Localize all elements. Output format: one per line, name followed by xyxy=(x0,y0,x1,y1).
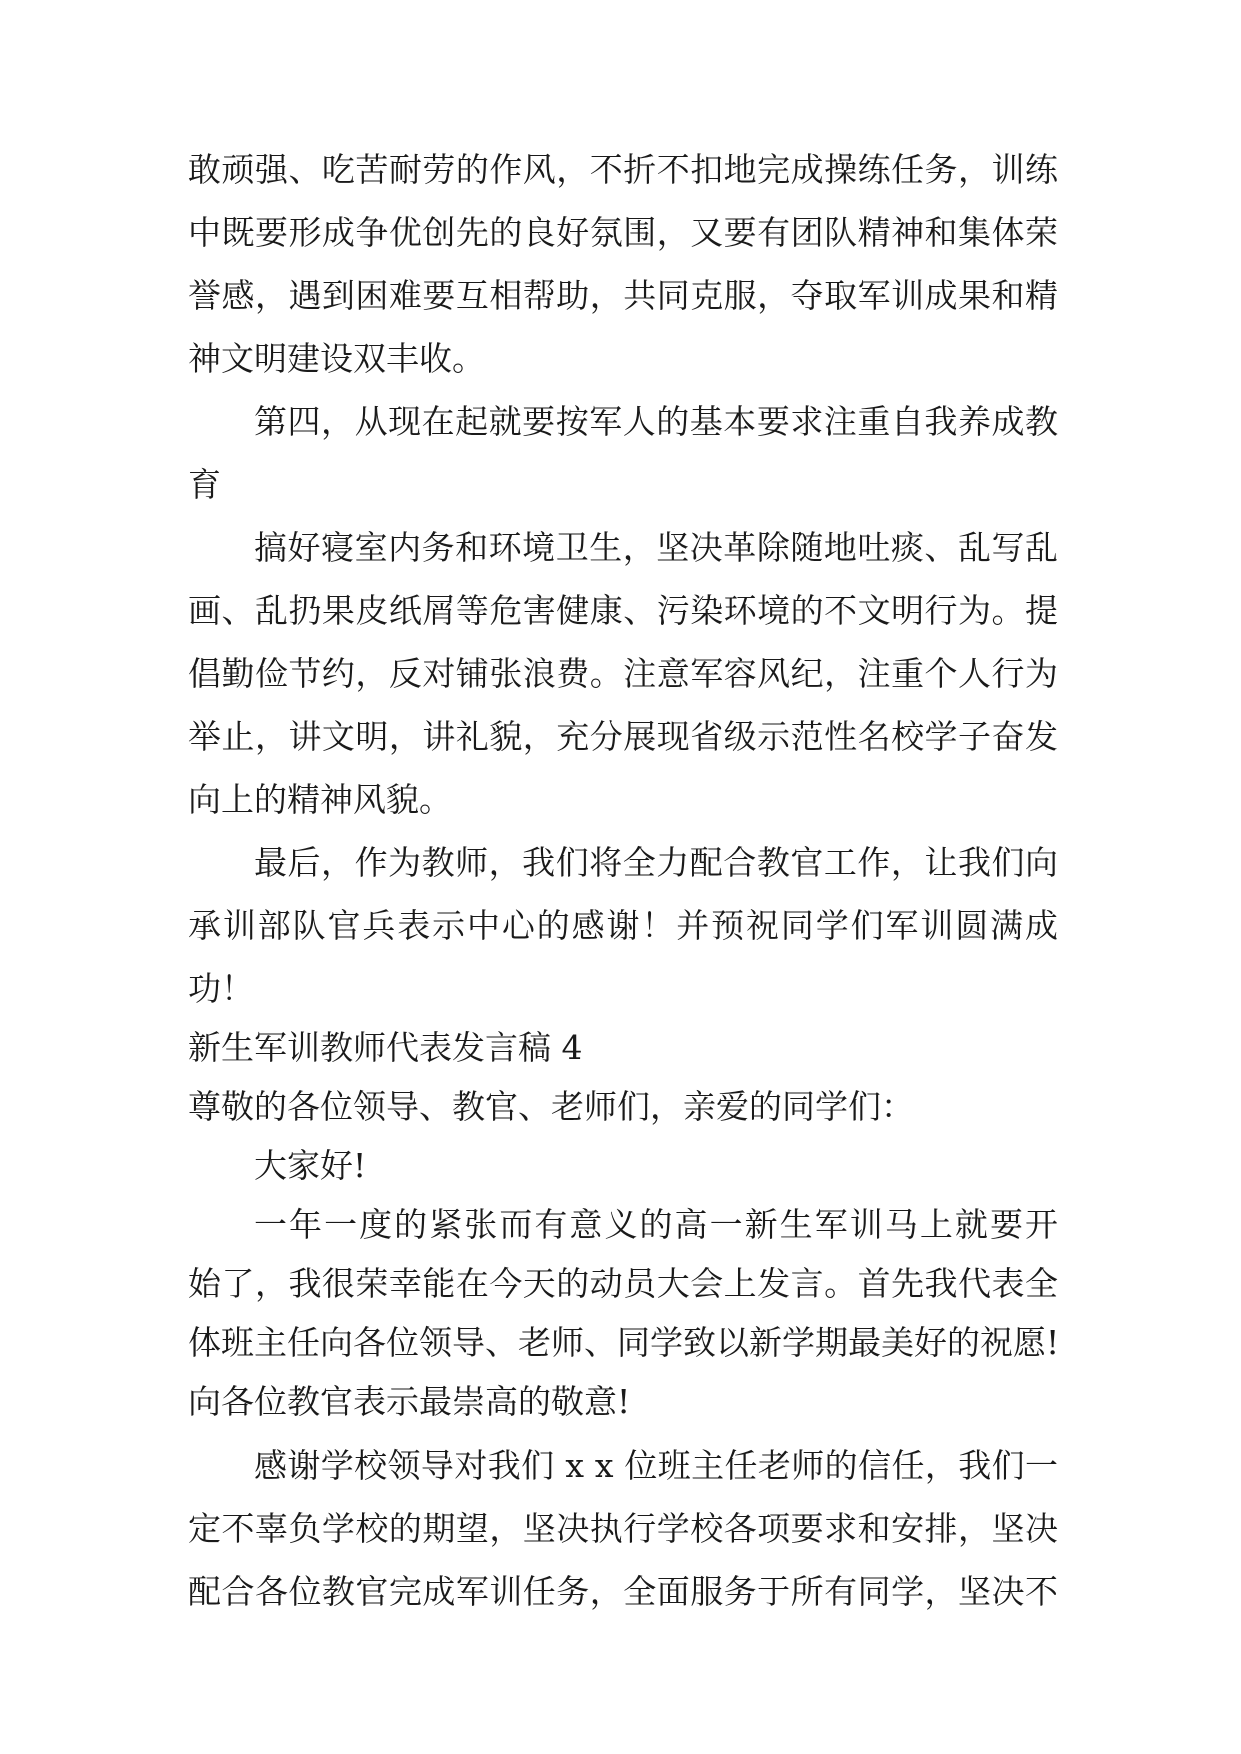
body-line: 始了，我很荣幸能在今天的动员大会上发言。首先我代表全 xyxy=(188,1264,1058,1303)
body-line: 承训部队官兵表示中心的感谢！并预祝同学们军训圆满成 xyxy=(188,906,1058,945)
body-line: 最后，作为教师，我们将全力配合教官工作，让我们向 xyxy=(254,843,1058,882)
body-line: 倡勤俭节约，反对铺张浪费。注意军容风纪，注重个人行为 xyxy=(188,654,1058,693)
salutation-line: 尊敬的各位领导、教官、老师们，亲爱的同学们： xyxy=(188,1087,914,1126)
body-line: 一年一度的紧张而有意义的高一新生军训马上就要开 xyxy=(254,1205,1058,1244)
body-line: 配合各位教官完成军训任务，全面服务于所有同学，坚决不 xyxy=(188,1572,1058,1611)
section-heading-line: 育 xyxy=(188,465,221,504)
body-line: 画、乱扔果皮纸屑等危害健康、污染环境的不文明行为。提 xyxy=(188,591,1058,630)
section-heading-line: 第四，从现在起就要按军人的基本要求注重自我养成教 xyxy=(254,402,1058,441)
article-title: 新生军训教师代表发言稿 4 xyxy=(188,1028,583,1067)
body-line: 体班主任向各位领导、老师、同学致以新学期最美好的祝愿! xyxy=(188,1323,1060,1362)
body-line: 中既要形成争优创先的良好氛围，又要有团队精神和集体荣 xyxy=(188,213,1058,252)
body-line: 感谢学校领导对我们 x x 位班主任老师的信任，我们一 xyxy=(254,1446,1058,1485)
body-line: 功！ xyxy=(188,969,254,1008)
body-line: 举止，讲文明，讲礼貌，充分展现省级示范性名校学子奋发 xyxy=(188,717,1058,756)
greeting-line: 大家好! xyxy=(254,1146,367,1185)
body-line: 向各位教官表示最崇高的敬意! xyxy=(188,1382,631,1421)
body-line: 搞好寝室内务和环境卫生，坚决革除随地吐痰、乱写乱 xyxy=(254,528,1058,567)
body-line: 向上的精神风貌。 xyxy=(188,780,452,819)
body-line: 敢顽强、吃苦耐劳的作风，不折不扣地完成操练任务，训练 xyxy=(188,150,1058,189)
body-line: 神文明建设双丰收。 xyxy=(188,339,485,378)
body-line: 誉感，遇到困难要互相帮助，共同克服，夺取军训成果和精 xyxy=(188,276,1058,315)
body-line: 定不辜负学校的期望，坚决执行学校各项要求和安排，坚决 xyxy=(188,1509,1058,1548)
